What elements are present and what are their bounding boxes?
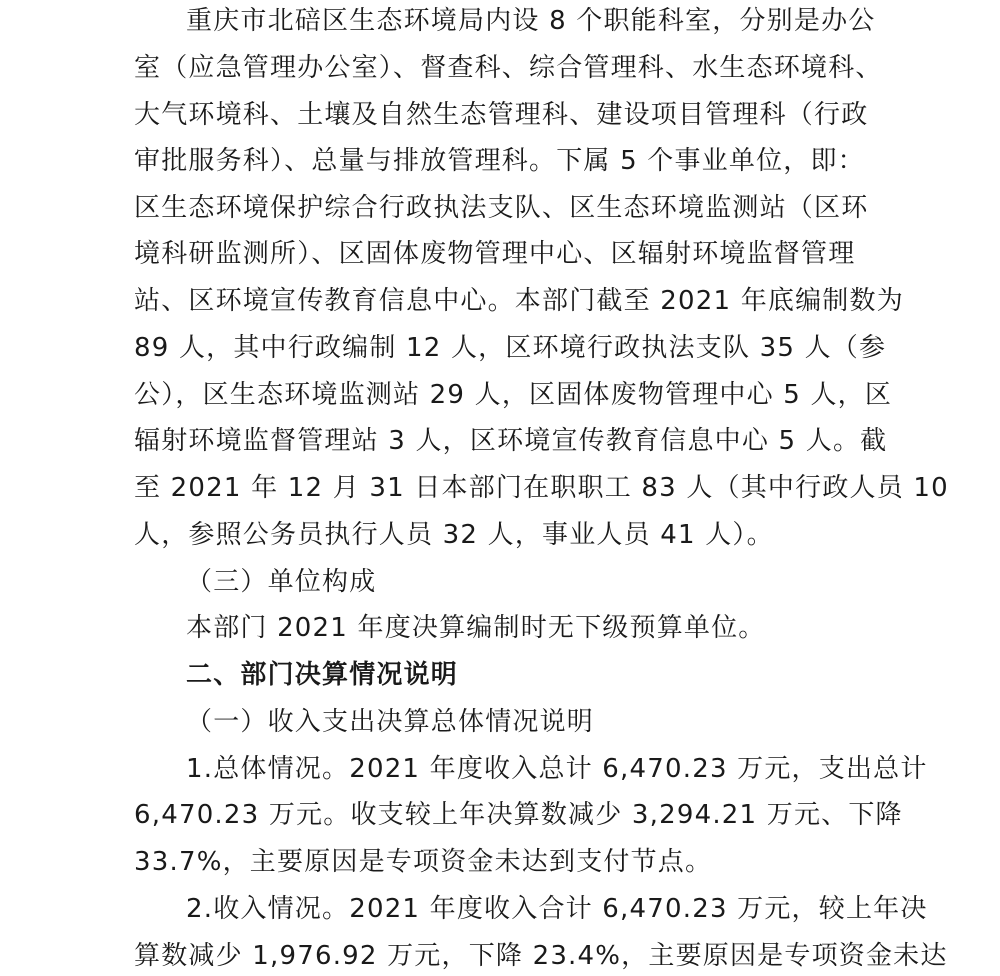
paragraph-line: 2.收入情况。2021 年度收入合计 6,470.23 万元，较上年决: [186, 894, 928, 924]
paragraph-line: 站、区环境宣传教育信息中心。本部门截至 2021 年底编制数为: [134, 286, 904, 316]
paragraph-line: 人，参照公务员执行人员 32 人，事业人员 41 人）。: [134, 520, 774, 550]
paragraph-line: 审批服务科）、总量与排放管理科。下属 5 个事业单位，即：: [134, 146, 865, 176]
paragraph-line: 至 2021 年 12 月 31 日本部门在职职工 83 人（其中行政人员 10: [134, 473, 949, 503]
paragraph-line: 大气环境科、土壤及自然生态管理科、建设项目管理科（行政: [134, 100, 869, 130]
section-heading: （三）单位构成: [186, 567, 377, 597]
paragraph-line: 室（应急管理办公室）、督查科、综合管理科、水生态环境科、: [134, 53, 883, 83]
paragraph-line: 公），区生态环境监测站 29 人，区固体废物管理中心 5 人，区: [134, 380, 893, 410]
paragraph-line: 重庆市北碚区生态环境局内设 8 个职能科室，分别是办公: [186, 6, 876, 36]
paragraph-line: 33.7%，主要原因是专项资金未达到支付节点。: [134, 847, 713, 877]
paragraph-line: 本部门 2021 年度决算编制时无下级预算单位。: [186, 613, 766, 643]
paragraph-line: 区生态环境保护综合行政执法支队、区生态环境监测站（区环: [134, 193, 869, 223]
paragraph-line: 1.总体情况。2021 年度收入总计 6,470.23 万元，支出总计: [186, 754, 928, 784]
section-heading: 二、部门决算情况说明: [186, 660, 459, 690]
paragraph-line: 算数减少 1,976.92 万元，下降 23.4%，主要原因是专项资金未达: [134, 941, 948, 971]
paragraph-line: 辐射环境监督管理站 3 人，区环境宣传教育信息中心 5 人。截: [134, 426, 888, 456]
paragraph-line: 89 人，其中行政编制 12 人，区环境行政执法支队 35 人（参: [134, 333, 887, 363]
paragraph-line: 6,470.23 万元。收支较上年决算数减少 3,294.21 万元、下降: [134, 800, 903, 830]
paragraph-line: 境科研监测所）、区固体废物管理中心、区辐射环境监督管理: [134, 239, 856, 269]
section-heading: （一）收入支出决算总体情况说明: [186, 707, 595, 737]
